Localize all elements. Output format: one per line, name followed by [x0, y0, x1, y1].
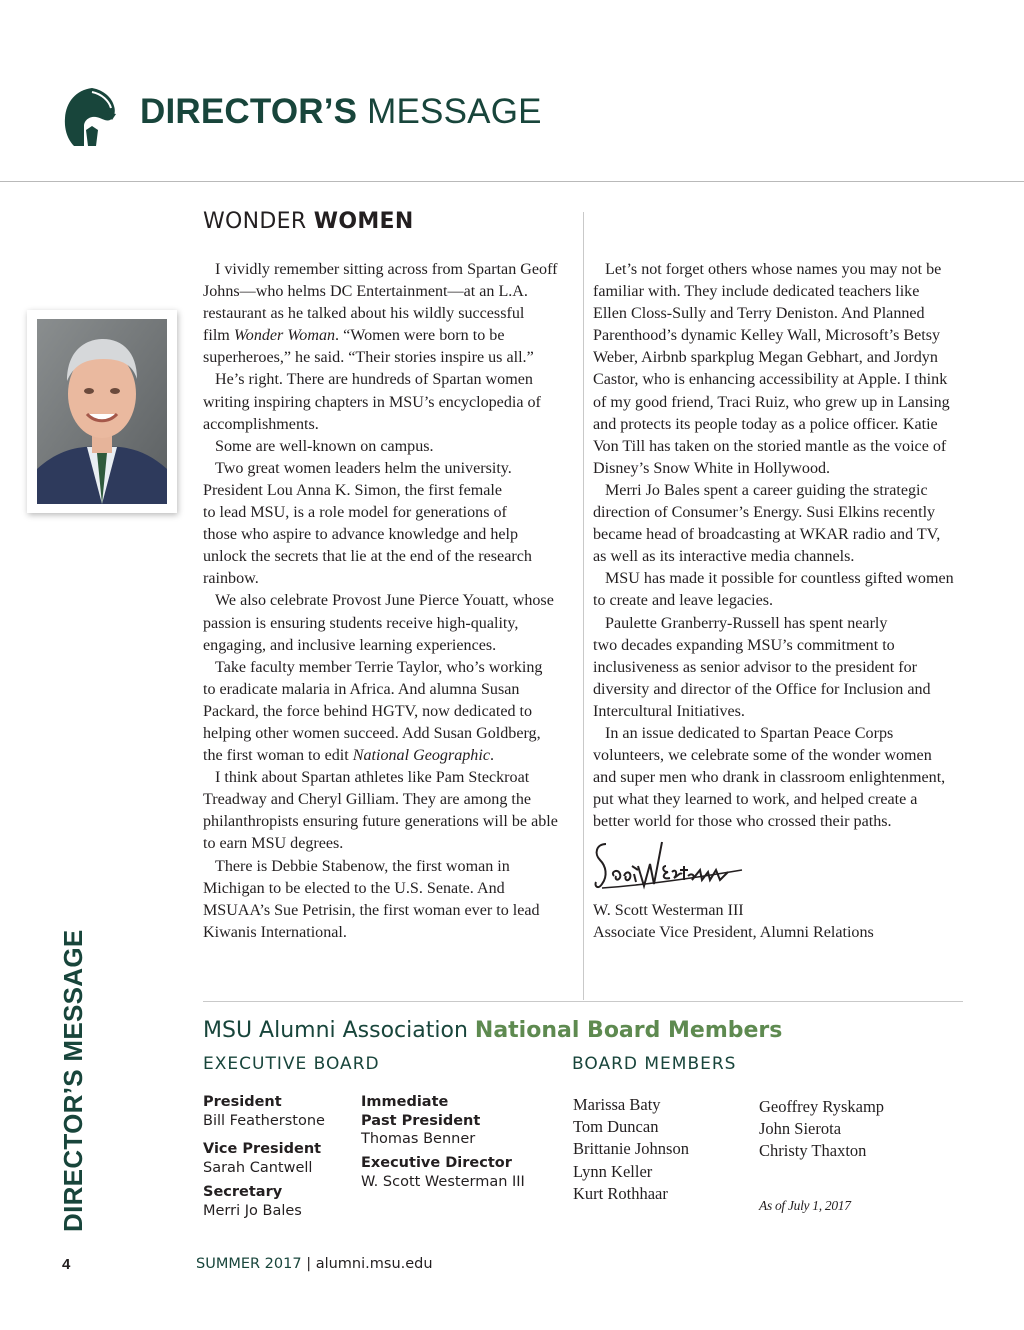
- exec-role-secretary: Secretary Merri Jo Bales: [203, 1184, 302, 1219]
- director-photo: [27, 310, 177, 513]
- article-column-1: [203, 259, 578, 944]
- paragraph: Some are well-known on campus.: [215, 437, 434, 455]
- section-divider: [203, 1001, 963, 1002]
- paragraph: I vividly remember sitting across from Spartan Geoff Johns—who helms DC Entertainment—at an L.A. restaurant as he talked about his wildly successful film Wonder Woman. “Women were born to be superheroes,” he said. “Their stories inspire us all.”: [203, 261, 558, 367]
- board-members-list-1: [573, 1094, 689, 1205]
- paragraph: There is Debbie Stabenow, the first woman in Michigan to be elected to the U.S. Senate. And MSUAA’s Sue Petrisin, the first woman ever to lead Kiwanis International.: [203, 857, 540, 941]
- as-of-date: As of July 1, 2017: [759, 1198, 851, 1213]
- paragraph: Paulette Granberry-Russell has spent nearly two decades expanding MSU’s commitment to inclusiveness as senior advisor to the president for diversity and director of the Office for Inclusion and Intercultural Initiatives.: [593, 614, 931, 720]
- list-item: Geoffrey Ryskamp: [759, 1097, 885, 1116]
- exec-role-executive-director: Executive Director W. Scott Westerman III: [361, 1155, 525, 1190]
- board-members-heading: BOARD MEMBERS: [572, 1054, 737, 1074]
- exec-role-president: President Bill Featherstone: [203, 1094, 325, 1129]
- column-divider: [583, 212, 584, 1000]
- list-item: Tom Duncan: [573, 1117, 659, 1137]
- paragraph: Take faculty member Terrie Taylor, who’s working to eradicate malaria in Africa. And alumna Susan Packard, the force behind HGTV, now dedicated to helping other women succeed. Add Susan Goldberg, the first woman to edit National Geographic.: [203, 658, 543, 765]
- executive-board-heading: EXECUTIVE BOARD: [203, 1054, 380, 1074]
- paragraph: He’s right. There are hundreds of Spartan women writing inspiring chapters in MSU’s encyclopedia of accomplishments.: [203, 371, 541, 433]
- page-header-title: DIRECTOR’S MESSAGE: [140, 92, 542, 131]
- page-number: 4: [62, 1256, 71, 1273]
- signature-title: Associate Vice President, Alumni Relations: [593, 924, 874, 941]
- footer-text: SUMMER 2017 | alumni.msu.edu: [196, 1256, 433, 1272]
- signature: [592, 836, 752, 896]
- board-title: MSU Alumni Association National Board Members: [203, 1018, 783, 1043]
- paragraph: We also celebrate Provost June Pierce Youatt, whose passion is ensuring students receive high-quality, engaging, and inclusive learning experiences.: [203, 592, 554, 654]
- signature-name: W. Scott Westerman III: [593, 902, 744, 919]
- list-item: Marissa Baty: [573, 1095, 661, 1114]
- board-members-list-2: [759, 1096, 884, 1163]
- list-item: Christy Thaxton: [759, 1141, 867, 1161]
- paragraph: Two great women leaders helm the university. President Lou Anna K. Simon, the first female to lead MSU, is a role model for generations of those who aspire to advance knowledge and help unlock the secrets that lie at the end of the research rainbow.: [203, 459, 532, 588]
- side-section-label: DIRECTOR’S MESSAGE: [58, 929, 88, 1232]
- spartan-helmet-logo: [62, 86, 118, 148]
- article-column-2: [593, 259, 968, 833]
- paragraph: Merri Jo Bales spent a career guiding the strategic direction of Consumer’s Energy. Susi Elkins recently became head of broadcasting at WKAR radio and TV, as well as its interactive media channels.: [593, 481, 941, 566]
- list-item: Lynn Keller: [573, 1161, 653, 1181]
- paragraph: In an issue dedicated to Spartan Peace Corps volunteers, we celebrate some of the wonder women and super men who drank in classroom enlightenment, put what they learned to work, and helped create a better world for those who crossed their paths.: [593, 724, 946, 831]
- footer-site-link[interactable]: alumni.msu.edu: [315, 1256, 433, 1272]
- header-divider: [0, 181, 1024, 182]
- article-title: WONDER WOMEN: [203, 209, 414, 234]
- paragraph: Let’s not forget others whose names you may not be familiar with. They include dedicated teachers like Ellen Closs-Sully and Terry Deniston. And Planned Parenthood’s dynamic Kelley Wall, Microsoft’s Betsy Weber, Airbnb sparkplug Megan Gebhart, and Jordyn Castor, who is enhancing accessibility at Apple. I think of my good friend, Traci Ruiz, who grew up in Lansing and protects its people today as a police officer. Katie Von Till has taken on the storied mantle as the voice of Disney’s Snow White in Hollywood.: [593, 261, 950, 477]
- list-item: Kurt Rothhaar: [573, 1183, 668, 1203]
- exec-role-vice-president: Vice President Sarah Cantwell: [203, 1141, 322, 1176]
- paragraph: I think about Spartan athletes like Pam Steckroat Treadway and Cheryl Gilliam. They are among the philanthropists ensuring future generations will be able to earn MSU degrees.: [203, 769, 558, 853]
- paragraph: MSU has made it possible for countless gifted women to create and leave legacies.: [593, 570, 954, 610]
- exec-role-past-president: Immediate Past President Thomas Benner: [361, 1094, 481, 1147]
- list-item: Brittanie Johnson: [573, 1139, 689, 1159]
- list-item: John Sierota: [759, 1119, 842, 1139]
